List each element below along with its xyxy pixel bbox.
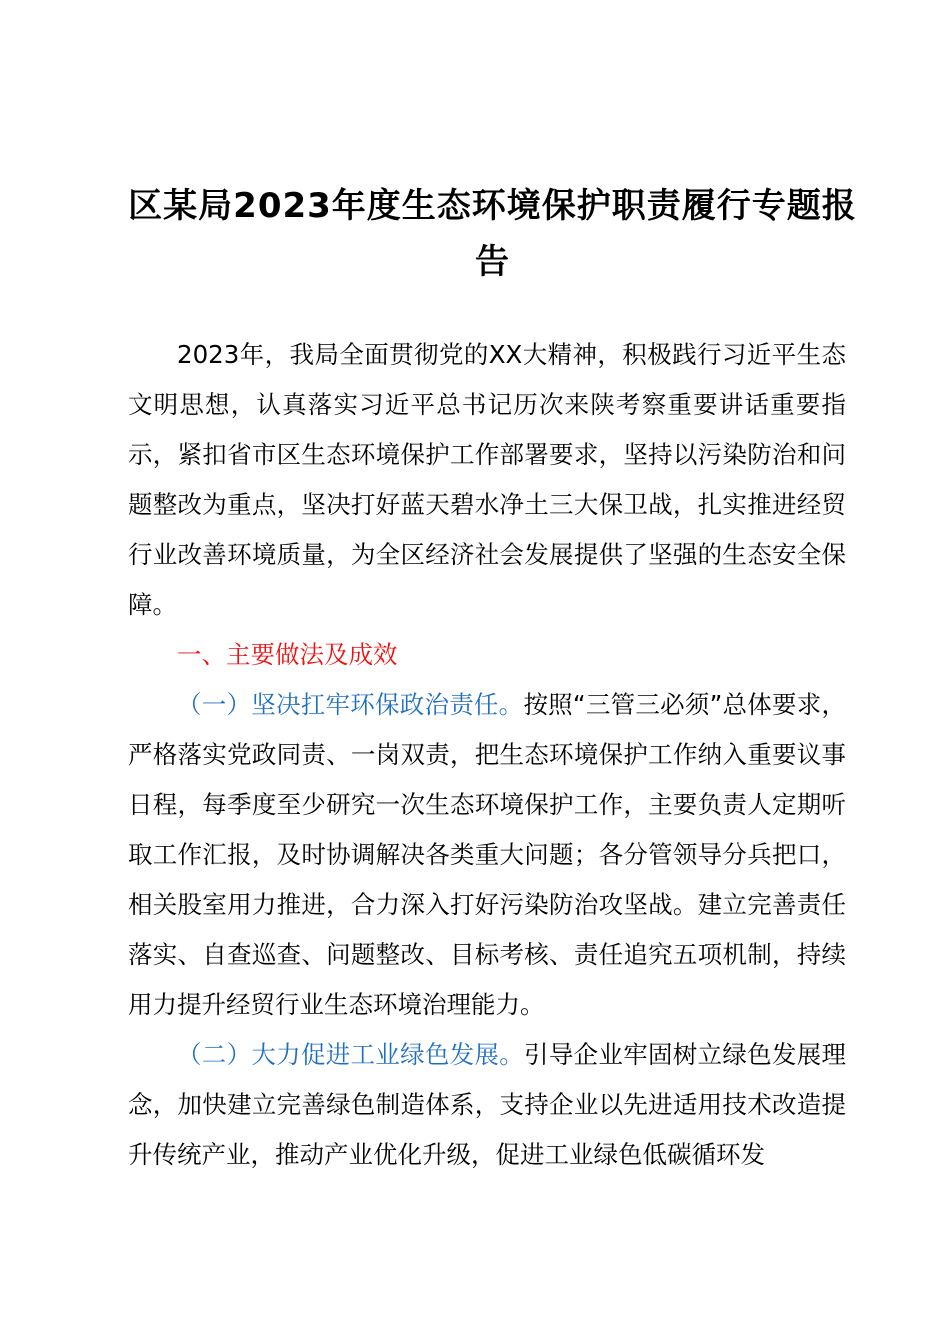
item-paragraph-1 xyxy=(128,680,846,1030)
item-heading-2: （二）大力促进工业绿色发展。 xyxy=(177,1040,525,1069)
intro-paragraph: 2023年，我局全面贯彻党的XX大精神，积极践行习近平生态文明思想，认真落实习近平总书记历次来陕考察重要讲话重要指示，紧扣省市区生态环境保护工作部署要求，坚持以污染防治和问题整改为重点，坚决打好蓝天碧水净土三大保卫战，扎实推进经贸行业改善环境质量，为全区经济社会发展提供了坚强的生态安全保障。 xyxy=(128,340,846,619)
section-heading: 一、主要做法及成效 xyxy=(177,640,398,669)
item-paragraph-2 xyxy=(128,1030,846,1180)
item-heading-1: （一）坚决扛牢环保政治责任。 xyxy=(177,690,524,719)
item-text-2: 引导企业牢固树立绿色发展理念，加快建立完善绿色制造体系，支持企业以先进适用技术改造提升传统产业，推动产业优化升级，促进工业绿色低碳循环发 xyxy=(128,1040,847,1169)
document-title: 区某局2023年度生态环境保护职责履行专题报告 xyxy=(128,186,857,282)
item-text-1: 按照“三管三必须”总体要求，严格落实党政同责、一岗双责，把生态环境保护工作纳入重要议事日程，每季度至少研究一次生态环境保护工作，主要负责人定期听取工作汇报，及时协调解决各类重大问题；各分管领导分兵把口，相关股室用力推进，合力深入打好污染防治攻坚战。建立完善责任落实、自查巡查、问题整改、目标考核、责任追究五项机制，持续用力提升经贸行业生态环境治理能力。 xyxy=(128,690,847,1019)
document-body xyxy=(128,330,846,1180)
